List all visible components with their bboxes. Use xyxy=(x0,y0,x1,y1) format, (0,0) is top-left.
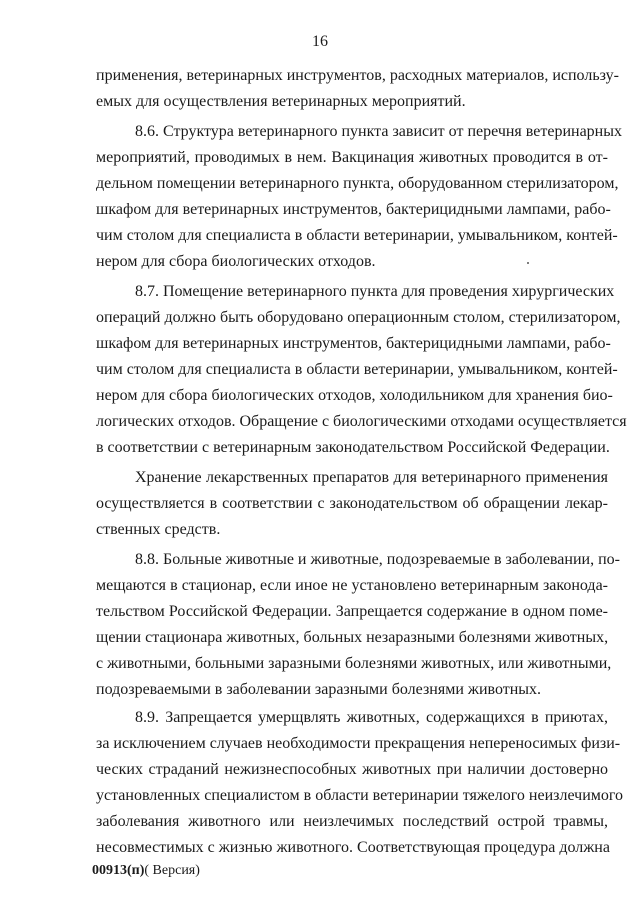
text-line: операций должно быть оборудовано операционным столом, стерилизатором, xyxy=(96,309,621,326)
paragraph-8-6-start: 8.6. Структура ветеринарного пункта зависит от перечня ветеринарных xyxy=(135,123,622,140)
scan-speck xyxy=(527,262,529,264)
text-line: нером для сбора биологических отходов. xyxy=(96,253,376,270)
text-line: мероприятий, проводимых в нем. Вакцинация животных проводится в от- xyxy=(96,149,608,166)
text-line: мещаются в стационар, если иное не установлено ветеринарным законода- xyxy=(96,577,608,594)
paragraph-8-8-start: 8.8. Больные животные и животные, подозреваемые в заболевании, по- xyxy=(135,551,620,568)
document-code: 00913(п) xyxy=(92,863,145,878)
text-line: заболевания животного или неизлечимых последствий острой травмы, xyxy=(96,813,608,830)
text-line: тельством Российской Федерации. Запрещается содержание в одном поме- xyxy=(96,603,608,620)
text-line: за исключением случаев необходимости прекращения непереносимых физи- xyxy=(96,735,621,752)
text-line: осуществляется в соответствии с законодательством об обращении лекар- xyxy=(96,495,608,512)
text-line: дельном помещении ветеринарного пункта, оборудованном стерилизатором, xyxy=(96,175,619,192)
page-number: 16 xyxy=(312,33,328,50)
text-line: установленных специалистом в области ветеринарии тяжелого неизлечимого xyxy=(96,787,624,804)
text-line: ческих страданий нежизнеспособных животных при наличии достоверно xyxy=(96,761,608,778)
text-line: шкафом для ветеринарных инструментов, бактерицидными лампами, рабо- xyxy=(96,201,611,218)
document-version: ( Версия) xyxy=(144,863,200,878)
text-line: щении стационара животных, больных незаразными болезнями животных, xyxy=(96,629,609,646)
text-line: с животными, больными заразными болезнями животных, или животными, xyxy=(96,655,612,672)
text-line: чим столом для специалиста в области ветеринарии, умывальником, контей- xyxy=(96,361,618,378)
text-line: ственных средств. xyxy=(96,521,221,538)
text-line: емых для осуществления ветеринарных мероприятий. xyxy=(96,93,466,110)
paragraph-8-9-start: 8.9. Запрещается умерщвлять животных, содержащихся в приютах, xyxy=(135,709,608,726)
text-line: в соответствии с ветеринарным законодательством Российской Федерации. xyxy=(96,439,610,456)
text-line: подозреваемыми в заболевании заразными болезнями животных. xyxy=(96,681,542,698)
text-line: логических отходов. Обращение с биологическими отходами осуществляется xyxy=(96,413,627,430)
text-line: нером для сбора биологических отходов, холодильником для хранения био- xyxy=(96,387,613,404)
text-line: несовместимых с жизнью животного. Соответствующая процедура должна xyxy=(96,839,610,856)
text-line: шкафом для ветеринарных инструментов, бактерицидными лампами, рабо- xyxy=(96,335,611,352)
paragraph-8-7-start: 8.7. Помещение ветеринарного пункта для проведения хирургических xyxy=(135,283,615,300)
text-line: чим столом для специалиста в области ветеринарии, умывальником, контей- xyxy=(96,227,618,244)
document-footer xyxy=(92,862,200,880)
text-line: применения, ветеринарных инструментов, расходных материалов, использу- xyxy=(96,67,619,84)
paragraph-storage-start: Хранение лекарственных препаратов для ветеринарного применения xyxy=(135,469,608,486)
